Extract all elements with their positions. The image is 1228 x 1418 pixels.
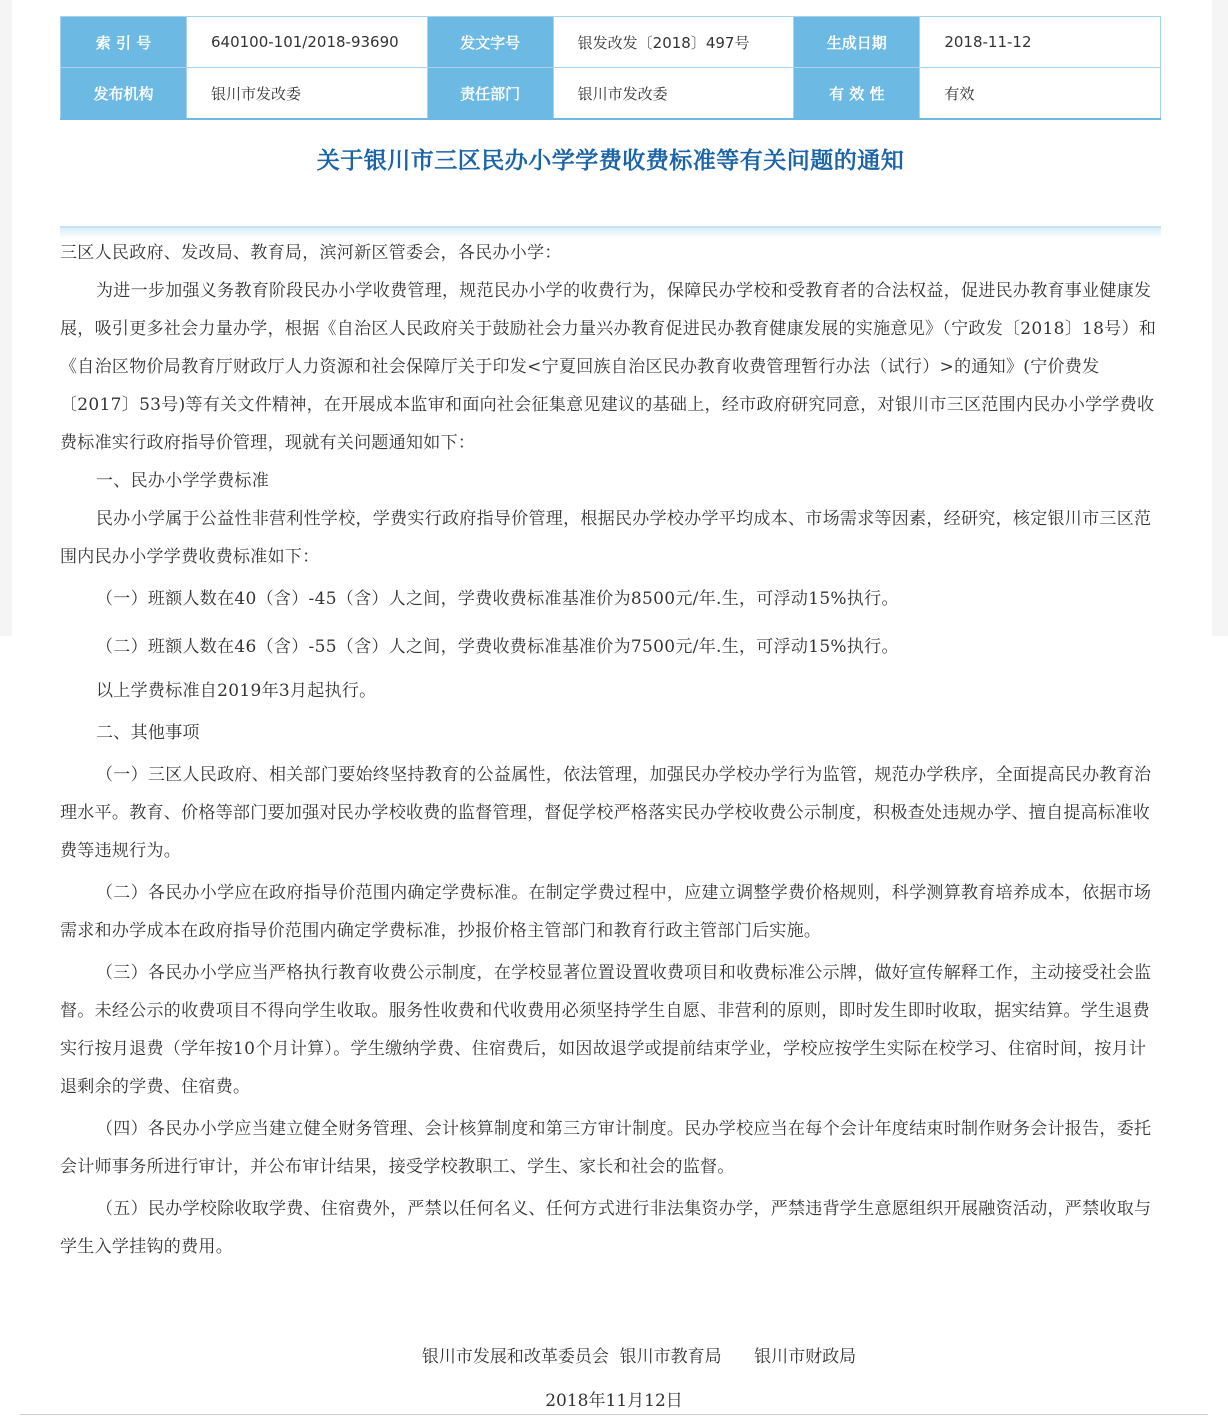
other-item-4: （四）各民办小学应当建立健全财务管理、会计核算制度和第三方审计制度。民办学校应当在每个会计年度结束时制作财务会计报告，委托会计师事务所进行审计，并公布审计结果，接受学校教职工、学生、家长和社会的监督。 — [60, 1119, 1152, 1177]
index-label: 索 引 号 — [61, 17, 187, 68]
date-label: 生成日期 — [794, 17, 920, 68]
section-1-paragraph: 民办小学属于公益性非营利性学校，学费实行政府指导价管理，根据民办学校办学平均成本、市场需求等因素，经研究，核定银川市三区范围内民办小学学费收费标准如下： — [60, 509, 1152, 567]
date-value: 2018-11-12 — [920, 17, 1161, 68]
other-item-5: （五）民办学校除收取学费、住宿费外，严禁以任何名义、任何方式进行非法集资办学，严禁违背学生意愿组织开展融资活动，严禁收取与学生入学挂钩的费用。 — [60, 1199, 1152, 1257]
effective-date-paragraph: 以上学费标准自2019年3月起执行。 — [96, 681, 377, 701]
index-value: 640100-101/2018-93690 — [187, 17, 428, 68]
bottom-border — [20, 1414, 1208, 1415]
doc-number-value: 银发改发〔2018〕497号 — [553, 17, 794, 68]
left-shade — [0, 0, 12, 636]
salutation: 三区人民政府、发改局、教育局，滨河新区管委会，各民办小学： — [60, 243, 562, 263]
fee-item-2: （二）班额人数在46（含）-55（含）人之间，学费收费标准基准价为7500元/年.生，可浮动15%执行。 — [96, 637, 899, 657]
document-title: 关于银川市三区民办小学学费收费标准等有关问题的通知 — [316, 148, 905, 174]
section-heading-2: 二、其他事项 — [96, 723, 200, 743]
issuer-label: 发布机构 — [61, 68, 187, 120]
document-metadata-table — [60, 16, 1161, 120]
signature-orgs: 银川市发展和改革委员会 银川市教育局 银川市财政局 — [421, 1347, 857, 1367]
signature-date: 2018年11月12日 — [545, 1391, 683, 1411]
fee-item-1: （一）班额人数在40（含）-45（含）人之间，学费收费标准基准价为8500元/年.生，可浮动15%执行。 — [96, 589, 899, 609]
right-shade — [1212, 0, 1228, 636]
other-item-1: （一）三区人民政府、相关部门要始终坚持教育的公益属性，依法管理，加强民办学校办学行为监管，规范办学秩序，全面提高民办教育治理水平。教育、价格等部门要加强对民办学校收费的监督管理，督促学校严格落实民办学校收费公示制度，积极查处违规办学、擅自提高标准收费等违规行为。 — [60, 765, 1152, 861]
issuer-value: 银川市发改委 — [187, 68, 428, 120]
intro-paragraph: 为进一步加强义务教育阶段民办小学收费管理，规范民办小学的收费行为，保障民办学校和受教育者的合法权益，促进民办教育事业健康发展，吸引更多社会力量办学，根据《自治区人民政府关于鼓励社会力量兴办教育促进民办教育健康发展的实施意见》（宁政发〔2018〕18号）和《自治区物价局教育厅财政厅人力资源和社会保障厅关于印发<宁夏回族自治区民办教育收费管理暂行办法（试行）>的通知》(宁价费发〔2017〕53号)等有关文件精神，在开展成本监审和面向社会征集意见建议的基础上，经市政府研究同意，对银川市三区范围内民办小学学费收费标准实行政府指导价管理，现就有关问题通知如下： — [60, 281, 1157, 453]
department-label: 责任部门 — [427, 68, 553, 120]
validity-label: 有 效 性 — [794, 68, 920, 120]
department-value: 银川市发改委 — [553, 68, 794, 120]
section-heading-1: 一、民办小学学费标准 — [96, 471, 269, 491]
doc-number-label: 发文字号 — [427, 17, 553, 68]
other-item-2: （二）各民办小学应在政府指导价范围内确定学费标准。在制定学费过程中，应建立调整学费价格规则，科学测算教育培养成本，依据市场需求和办学成本在政府指导价范围内确定学费标准，抄报价格主管部门和教育行政主管部门后实施。 — [60, 883, 1152, 941]
other-item-3: （三）各民办小学应当严格执行教育收费公示制度，在学校显著位置设置收费项目和收费标准公示牌，做好宣传解释工作，主动接受社会监督。未经公示的收费项目不得向学生收取。服务性收费和代收费用必须坚持学生自愿、非营利的原则，即时发生即时收取，据实结算。学生退费实行按月退费（学年按10个月计算）。学生缴纳学费、住宿费后，如因故退学或提前结束学业，学校应按学生实际在校学习、住宿时间，按月计退剩余的学费、住宿费。 — [60, 963, 1152, 1097]
validity-value: 有效 — [920, 68, 1161, 120]
document-body — [60, 234, 1161, 1266]
